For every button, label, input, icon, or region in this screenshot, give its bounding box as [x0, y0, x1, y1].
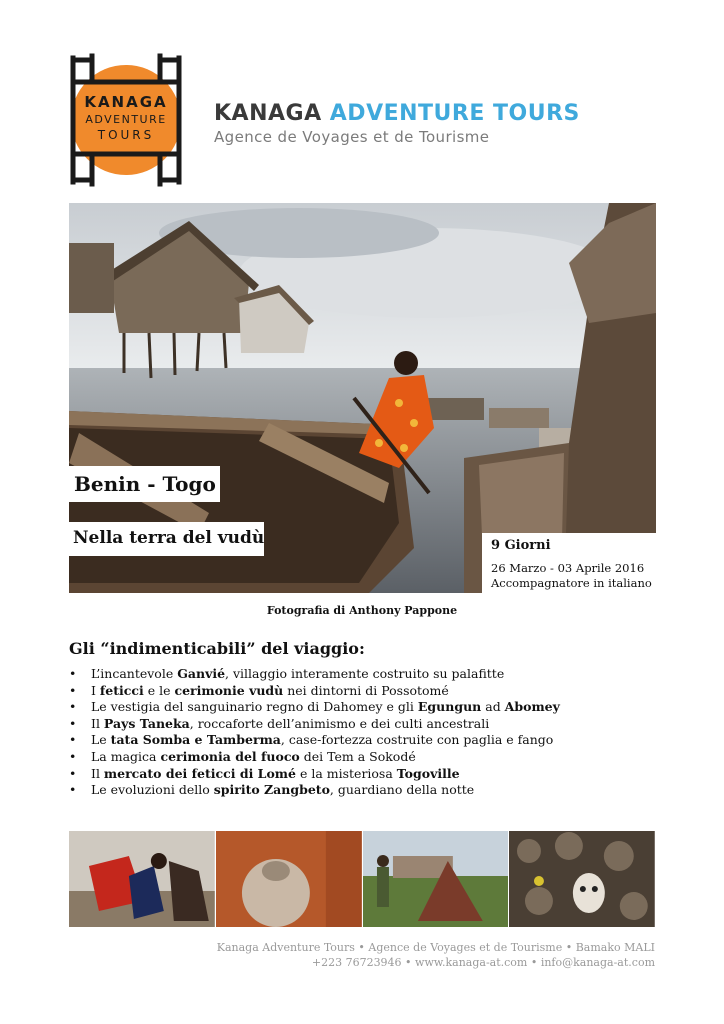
svg-text:KANAGA: KANAGA	[84, 93, 168, 111]
highlight-text: La magica	[91, 748, 161, 764]
highlight-keyword: Togoville	[396, 765, 460, 781]
svg-text:TOURS: TOURS	[97, 128, 155, 142]
highlight-text: I	[91, 682, 100, 698]
strip-photo-fetish	[216, 831, 362, 927]
highlight-text: , guardiano della notte	[329, 782, 475, 798]
highlight-keyword: cerimonia del fuoco	[160, 748, 300, 764]
highlight-text: , villaggio interamente costruito su palafitte	[225, 666, 505, 681]
footer-address: Kanaga Adventure Tours • Agence de Voyages et de Tourisme • Bamako MALI	[216, 941, 655, 954]
highlight-keyword: mercato dei feticci di Lomé	[103, 765, 296, 781]
trip-subtitle-box	[69, 522, 264, 556]
trip-title-box	[69, 466, 220, 502]
highlights-title: Gli “indimenticabili” del viaggio:	[69, 639, 365, 658]
highlight-keyword: Pays Taneka	[103, 715, 190, 731]
trip-duration: 9 Giorni	[491, 538, 551, 553]
highlight-text: Il	[91, 715, 104, 731]
highlight-text: Le evoluzioni dello	[91, 782, 214, 798]
highlight-keyword: Ganvié	[177, 666, 226, 681]
strip-photo-zangbeto	[363, 831, 509, 927]
photo-credit: Fotografia di Anthony Pappone	[266, 604, 458, 617]
highlight-item	[69, 766, 560, 783]
trip-subtitle: Nella terra del vudù	[73, 528, 265, 548]
highlight-keyword: tata Somba e Tamberma	[110, 732, 281, 748]
bullet-icon: •	[69, 699, 77, 715]
highlight-text: Le vestigia del sanguinario regno di Dahomey e gli	[91, 699, 418, 715]
bullet-icon: •	[69, 765, 77, 781]
trip-title: Benin - Togo	[74, 472, 216, 496]
highlight-item	[69, 666, 560, 683]
bullet-icon: •	[69, 682, 77, 698]
highlight-item	[69, 683, 560, 700]
bullet-icon: •	[69, 748, 77, 764]
brand-header	[214, 101, 580, 146]
highlight-text: e le	[143, 682, 175, 698]
trip-guide: Accompagnatore in italiano	[491, 576, 652, 590]
highlights-list	[69, 666, 560, 799]
highlight-text: e la misteriosa	[295, 765, 397, 781]
highlight-item	[69, 732, 560, 749]
strip-photo-skulls	[509, 831, 655, 927]
bullet-icon: •	[69, 666, 77, 681]
svg-text:ADVENTURE: ADVENTURE	[85, 113, 167, 126]
trip-dates: 26 Marzo - 03 Aprile 2016	[491, 561, 645, 575]
bullet-icon: •	[69, 732, 77, 748]
trip-info-box	[482, 533, 656, 593]
bullet-icon: •	[69, 715, 77, 731]
brand-title-part2: ADVENTURE TOURS	[329, 101, 580, 126]
highlight-keyword: feticci	[99, 682, 144, 698]
highlight-keyword: spirito Zangbeto	[213, 782, 330, 798]
highlight-text: L’incantevole	[91, 666, 178, 681]
strip-photo-dancers	[69, 831, 215, 927]
brand-title	[214, 101, 580, 127]
bullet-icon: •	[69, 782, 77, 798]
highlight-item	[69, 716, 560, 733]
highlight-text: dei Tem a Sokodé	[299, 748, 416, 764]
highlight-text: nei dintorni di Possotomé	[283, 682, 449, 698]
highlight-item	[69, 699, 560, 716]
highlight-text: Le	[91, 732, 111, 748]
highlight-text: ad	[481, 699, 505, 715]
highlight-item	[69, 782, 560, 799]
highlight-text: , roccaforte dell’animismo e dei culti ancestrali	[189, 715, 490, 731]
highlight-keyword: Egungun	[417, 699, 482, 715]
highlight-text: , case-fortezza costruite con paglia e fango	[280, 732, 554, 748]
highlight-keyword: cerimonie vudù	[174, 682, 284, 698]
brand-title-part1: KANAGA	[214, 101, 322, 126]
company-logo	[68, 52, 184, 188]
highlight-item	[69, 749, 560, 766]
highlight-keyword: Abomey	[504, 699, 560, 715]
highlight-text: Il	[91, 765, 104, 781]
footer-contacts: +223 76723946 • www.kanaga-at.com • info@kanaga-at.com	[311, 956, 655, 969]
brand-subtitle: Agence de Voyages et de Tourisme	[214, 128, 490, 146]
photo-strip	[69, 831, 655, 927]
footer	[217, 940, 655, 970]
